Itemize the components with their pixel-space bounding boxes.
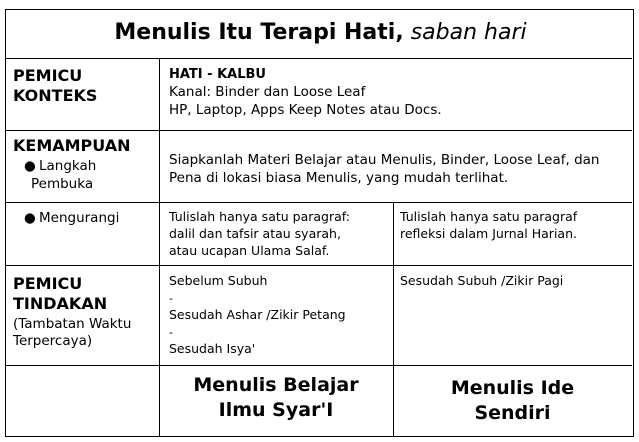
langkah-label-1: Langkah [39, 158, 97, 174]
mengurangi-label: Mengurangi [39, 210, 120, 226]
mengurangi-left-2: dalil dan tafsir atau syarah, [169, 226, 341, 241]
kemampuan-label: KEMAMPUAN [13, 136, 131, 155]
time-separator: - [169, 326, 173, 339]
row-divider-1 [6, 130, 632, 131]
pemicu-konteks-label-2: KONTEKS [13, 86, 98, 105]
habit-table [5, 9, 634, 437]
title-italic: saban hari [403, 20, 527, 45]
footer-left-1: Menulis Belajar [193, 374, 359, 396]
pemicu-tindakan-label-1: PEMICU [13, 274, 83, 293]
pemicu-tindakan-label-3: (Tambatan Waktu [13, 316, 132, 332]
title-divider [6, 58, 632, 59]
konteks-line-1: Kanal: Binder dan Loose Leaf [169, 84, 366, 100]
time-slot-3: Sesudah Isya' [169, 341, 256, 356]
pemicu-konteks-label-1: PEMICU [13, 66, 83, 85]
footer-left-2: Ilmu Syar'I [218, 399, 334, 421]
pemicu-tindakan-label-4: Terpercaya) [13, 333, 93, 349]
mengurangi-right-2: refleksi dalam Jurnal Harian. [400, 226, 577, 241]
page-title [6, 20, 635, 45]
mengurangi-right-1: Tulislah hanya satu paragraf [400, 209, 578, 224]
row-divider-3 [6, 265, 632, 266]
konteks-line-2: HP, Laptop, Apps Keep Notes atau Docs. [169, 102, 442, 118]
pemicu-tindakan-label-2: TINDAKAN [13, 294, 108, 313]
row-divider-2 [6, 202, 632, 203]
time-separator: - [169, 292, 173, 305]
time-slot-right: Sesudah Subuh /Zikir Pagi [400, 273, 564, 288]
konteks-heading: HATI - KALBU [169, 67, 266, 82]
title-bold: Menulis Itu Terapi Hati, [114, 20, 404, 45]
time-slot-1: Sebelum Subuh [169, 273, 268, 288]
langkah-label-2: Pembuka [31, 176, 94, 192]
mengurangi-left-1: Tulislah hanya satu paragraf: [169, 209, 350, 224]
bullet-icon: ● [24, 210, 36, 226]
bullet-icon: ● [24, 158, 36, 174]
time-slot-2: Sesudah Ashar /Zikir Petang [169, 307, 346, 322]
footer-right-1: Menulis Ide [450, 377, 575, 399]
footer-right-2: Sendiri [474, 402, 551, 424]
mengurangi-left-3: atau ucapan Ulama Salaf. [169, 243, 330, 258]
langkah-text-2: Pena di lokasi biasa Menulis, yang mudah terlihat. [169, 170, 509, 186]
row-divider-4 [6, 365, 632, 366]
langkah-text-1: Siapkanlah Materi Belajar atau Menulis, Binder, Loose Leaf, dan [169, 152, 600, 168]
